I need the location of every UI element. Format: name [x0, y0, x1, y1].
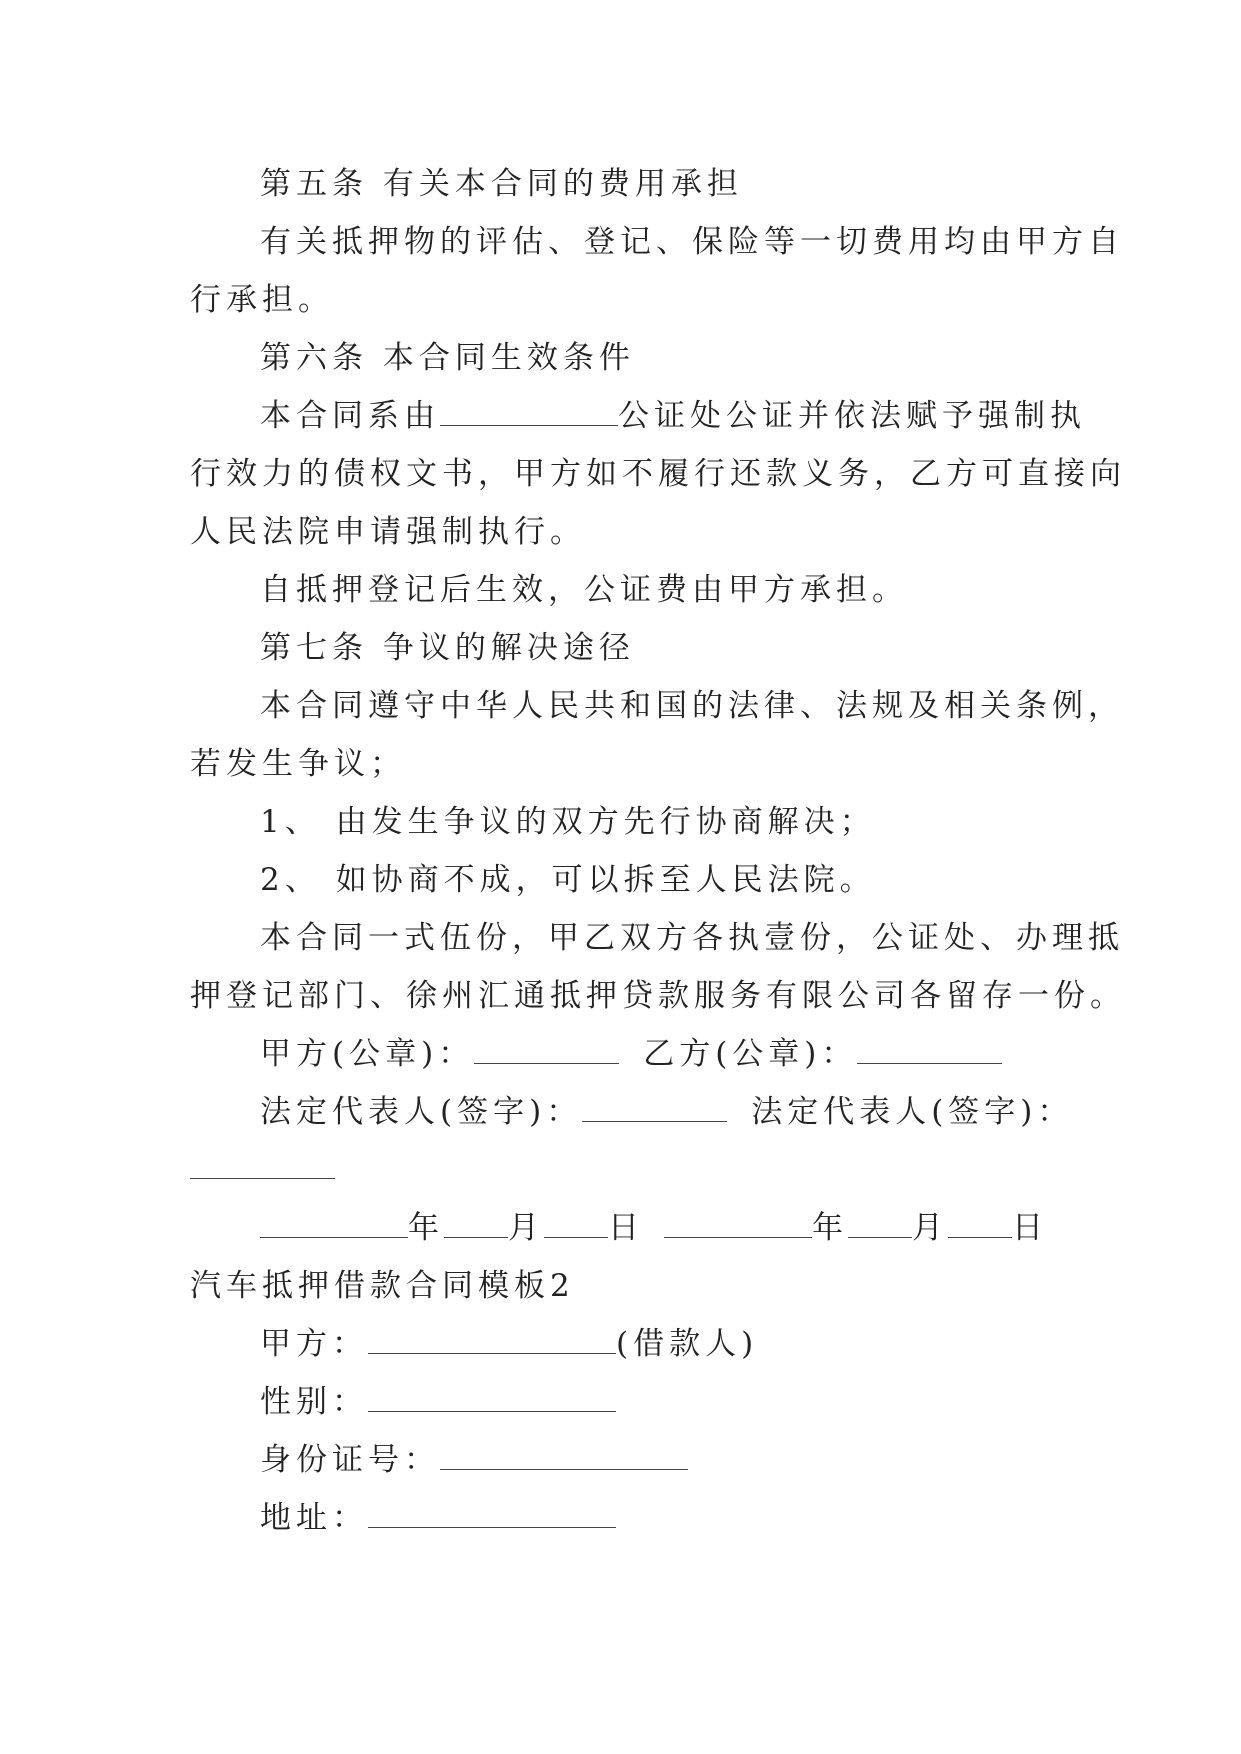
effect-clause: 自抵押登记后生效，公证费由甲方承担。 [260, 572, 908, 608]
date-b-day-blank [948, 1211, 1012, 1238]
party-a-rep-blank [582, 1095, 727, 1122]
address-blank [368, 1501, 616, 1528]
address-field: 地址： [0, 1498, 1241, 1538]
notary-office-blank [440, 399, 618, 426]
law-clause-cont: 若发生争议； [190, 746, 406, 782]
party-b-rep-blank [190, 1178, 335, 1179]
date-b-month-blank [848, 1211, 912, 1238]
notary-clause: 本合同系由 公证处公证并依法赋予强制执 [260, 398, 1086, 434]
gender-field: 性别： [0, 1382, 1241, 1422]
article-7-heading: 第七条 争议的解决途径 [260, 630, 635, 666]
template-2-title: 汽车抵押借款合同模板2 [190, 1268, 575, 1304]
id-number-blank [440, 1443, 688, 1470]
party-a-field: 甲方： (借款人) [260, 1326, 759, 1362]
seal-row: 甲方(公章)： 乙方(公章)： [0, 1034, 1241, 1074]
party-a-seal-blank [474, 1037, 619, 1064]
party-b-seal-blank [857, 1037, 1002, 1064]
article-6-heading: 第六条 本合同生效条件 [260, 340, 635, 376]
law-clause: 本合同遵守中华人民共和国的法律、法规及相关条例， [260, 688, 1124, 724]
date-b-year-blank [664, 1211, 812, 1238]
date-a-year-blank [260, 1211, 408, 1238]
date-row: 年 月 日 年 月 日 [0, 1208, 1241, 1248]
notary-clause-cont2: 人民法院申请强制执行。 [190, 514, 586, 550]
date-a-day-blank [544, 1211, 608, 1238]
date-a-month-blank [444, 1211, 508, 1238]
article-5-text: 有关抵押物的评估、登记、保险等一切费用均由甲方自 [260, 224, 1124, 260]
id-number-field: 身份证号： [0, 1440, 1241, 1480]
copies-clause-cont: 押登记部门、徐州汇通抵押贷款服务有限公司各留存一份。 [190, 978, 1126, 1014]
article-5-text-cont: 行承担。 [190, 282, 334, 318]
notary-clause-cont: 行效力的债权文书，甲方如不履行还款义务，乙方可直接向 [190, 456, 1126, 492]
copies-clause: 本合同一式伍份，甲乙双方各执壹份，公证处、办理抵 [260, 920, 1124, 956]
party-a-name-blank [368, 1327, 616, 1354]
dispute-item-1: 1、 由发生争议的双方先行协商解决； [260, 804, 876, 840]
dispute-item-2: 2、 如协商不成，可以拆至人民法院。 [260, 862, 876, 898]
gender-blank [368, 1385, 616, 1412]
article-5-heading: 第五条 有关本合同的费用承担 [260, 166, 743, 202]
representative-row: 法定代表人(签字)： 法定代表人(签字)： [260, 1094, 1074, 1130]
